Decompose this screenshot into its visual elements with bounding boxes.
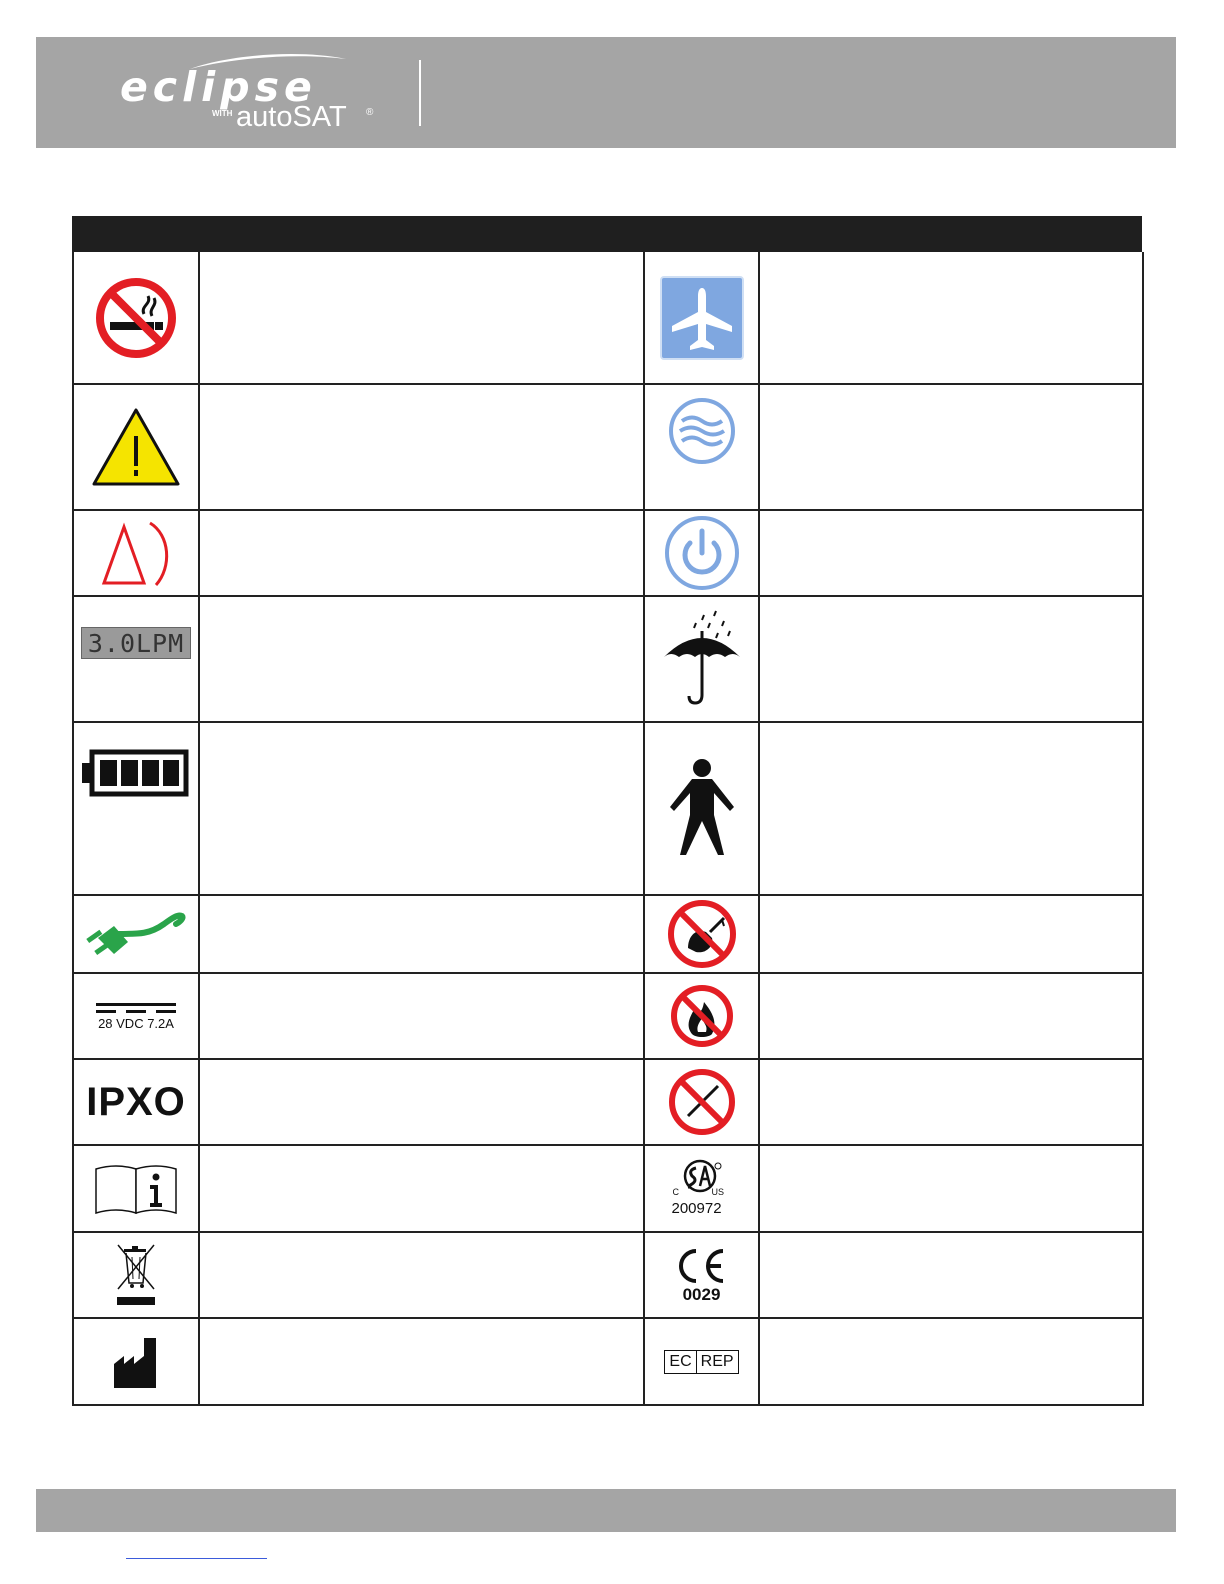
symbol-cell	[74, 1319, 200, 1404]
logo-autosat: autoSAT	[236, 101, 347, 133]
symbol-cell	[74, 252, 200, 383]
symbol-cell	[74, 385, 200, 509]
symbol-cell	[74, 597, 200, 721]
battery-icon	[82, 749, 190, 797]
symbol-cell	[645, 1319, 760, 1404]
symbol-description	[760, 511, 1142, 595]
csa-us-label: US	[711, 1186, 725, 1197]
symbol-description	[200, 1146, 645, 1231]
page-footer	[36, 1489, 1176, 1532]
ipxo-icon: IPXO	[86, 1079, 186, 1124]
logo-registered-mark: ®	[366, 107, 374, 118]
weee-disposal-icon	[114, 1243, 158, 1307]
table-row	[74, 1144, 1142, 1231]
symbol-description	[200, 723, 645, 894]
warning-triangle-icon	[90, 406, 182, 488]
symbol-cell	[645, 385, 760, 509]
power-icon	[664, 515, 740, 591]
symbol-description	[760, 723, 1142, 894]
keep-dry-icon	[660, 607, 744, 711]
no-smoking-icon	[94, 276, 178, 360]
symbol-description	[760, 597, 1142, 721]
symbol-cell	[645, 597, 760, 721]
symbol-cell	[74, 1146, 200, 1231]
body-type-bf-icon	[666, 759, 738, 859]
symbol-description	[760, 252, 1142, 383]
symbol-description	[200, 511, 645, 595]
symbol-description	[200, 1060, 645, 1144]
symbol-description	[760, 385, 1142, 509]
no-lubricant-icon	[668, 1068, 736, 1136]
manufacturer-icon	[114, 1336, 158, 1388]
symbol-cell	[74, 974, 200, 1058]
ec-rep-icon	[664, 1350, 738, 1374]
csa-icon	[670, 1158, 734, 1220]
dc-rating-label: 28 VDC 7.2A	[98, 1015, 174, 1031]
table-row	[74, 1058, 1142, 1144]
symbol-cell	[74, 1060, 200, 1144]
symbol-cell	[74, 1233, 200, 1317]
lcd-reading: 3.0LPM	[87, 628, 185, 658]
symbol-cell	[645, 1233, 760, 1317]
symbol-description	[760, 1233, 1142, 1317]
no-oil-grease-icon	[666, 898, 738, 970]
symbol-description	[760, 1146, 1142, 1231]
symbol-description	[760, 896, 1142, 972]
logo-eclipse: eclipse	[120, 63, 317, 111]
table-row	[74, 1317, 1142, 1404]
symbol-description	[760, 1060, 1142, 1144]
symbol-cell	[645, 1060, 760, 1144]
table-row	[74, 1231, 1142, 1317]
alarm-triangle-icon	[100, 517, 172, 589]
ec-label: EC	[665, 1351, 696, 1373]
ce-logo-icon	[676, 1248, 728, 1284]
symbol-description	[200, 385, 645, 509]
ce-number: 0029	[682, 1284, 721, 1304]
lcd-display-icon	[81, 627, 191, 659]
symbol-description	[200, 896, 645, 972]
ce-mark-icon	[676, 1248, 728, 1303]
symbol-cell	[645, 723, 760, 894]
symbol-description	[200, 597, 645, 721]
csa-c-label: C	[672, 1186, 679, 1197]
symbol-cell	[645, 896, 760, 972]
symbol-description	[760, 974, 1142, 1058]
table-row	[74, 972, 1142, 1058]
table-row	[74, 894, 1142, 972]
table-row	[74, 595, 1142, 721]
symbol-cell	[645, 252, 760, 383]
symbols-table-header	[72, 216, 1142, 252]
instructions-icon	[94, 1163, 178, 1215]
symbol-description	[200, 974, 645, 1058]
symbol-description	[200, 1319, 645, 1404]
symbol-cell	[645, 511, 760, 595]
symbol-cell	[74, 896, 200, 972]
rep-label: REP	[700, 1352, 734, 1370]
table-row	[74, 383, 1142, 509]
header-divider	[419, 60, 421, 126]
symbol-cell	[645, 1146, 760, 1231]
logo-with: WITH	[212, 109, 233, 118]
ac-plug-icon	[84, 904, 188, 964]
symbol-cell	[74, 723, 200, 894]
table-row	[74, 509, 1142, 595]
flow-waves-icon	[668, 397, 736, 465]
symbol-description	[200, 1233, 645, 1317]
dc-symbol-lines	[96, 1002, 176, 1014]
symbol-cell	[74, 511, 200, 595]
dc-power-icon	[96, 1002, 176, 1031]
csa-number: 200972	[671, 1199, 722, 1217]
table-row	[74, 252, 1142, 383]
no-open-flame-icon	[670, 984, 734, 1048]
table-row	[74, 721, 1142, 894]
symbol-cell	[645, 974, 760, 1058]
page-header	[36, 37, 1176, 148]
symbol-description	[200, 252, 645, 383]
footer-link-underline[interactable]	[126, 1558, 267, 1559]
airplane-icon	[660, 276, 744, 360]
symbols-table	[72, 252, 1144, 1406]
symbol-description	[760, 1319, 1142, 1404]
